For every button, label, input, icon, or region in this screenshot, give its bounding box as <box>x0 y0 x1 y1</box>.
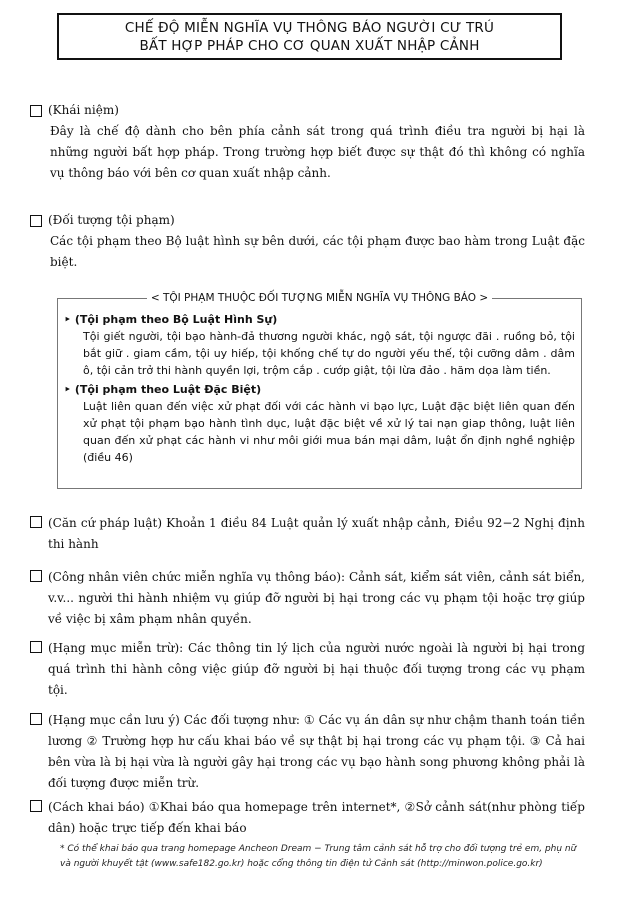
checkbox-icon <box>30 215 42 227</box>
special-law-heading: ‣ (Tội phạm theo Luật Đặc Biệt) <box>64 383 262 396</box>
target-heading: (Đối tượng tội phạm) <box>48 213 175 227</box>
title-line-1: CHẾ ĐỘ MIỄN NGHĨA VỤ THÔNG BÁO NGƯỜI CƯ TRÚ <box>124 20 495 36</box>
criminal-code-body: Tội giết người, tội bạo hành-đả thương người khác, ngộ sát, tội ngược đãi . ruồng bỏ, tội bắt giữ . giam cầm, tội uy hiếp, tội khống chế tự do người yếu thế, tội cưỡng dâm . dâm ô, tội cản trở thi hành quyền lợi, trộm cắp . cướp giật, tội lừa đảo . hăm dọa làm tiền. <box>83 330 575 377</box>
section-officials <box>30 567 585 630</box>
checkbox-icon <box>30 713 42 725</box>
section-caution <box>30 710 585 794</box>
concept-heading: (Khái niệm) <box>48 103 119 117</box>
criminal-code-heading: ‣ (Tội phạm theo Bộ Luật Hình Sự) <box>64 313 278 326</box>
section-legal-basis <box>30 513 585 555</box>
reporting-text: (Cách khai báo) ①Khai báo qua homepage trên internet*, ②Sở cảnh sát(như phòng tiếp dân) hoặc trực tiếp đến khai báo <box>48 800 585 835</box>
crime-box-title: < TỘI PHẠM THUỘC ĐỐI TƯỢNG MIỄN NGHĨA VỤ THÔNG BÁO > <box>147 292 492 304</box>
checkbox-icon <box>30 516 42 528</box>
document-title <box>57 13 562 60</box>
section-target <box>30 210 585 273</box>
target-body: Các tội phạm theo Bộ luật hình sự bên dưới, các tội phạm được bao hàm trong Luật đặc biệt. <box>50 234 585 269</box>
exempt-items-text: (Hạng mục miễn trừ): Các thông tin lý lịch của người nước ngoài là người bị hại trong quá trình thi hành công việc giúp đỡ người bị hại thuộc đối tượng trong các vụ phạm tội. <box>48 641 585 697</box>
checkbox-icon <box>30 105 42 117</box>
special-law-body: Luật liên quan đến việc xử phạt đối với các hành vi bạo lực, Luật đặc biệt liên quan đến xử phạt tội phạm bạo hành tình dục, luật đặc biệt về xử lý tai nạn giap thông, luật liên quan đến xử phạt các hành vi như môi giới mua bán mại dâm, luật ổn định nghề nghiệp (điều 46) <box>83 400 575 464</box>
legal-basis-text: (Căn cứ pháp luật) Khoản 1 điều 84 Luật quản lý xuất nhập cảnh, Điều 92−2 Nghị định thi hành <box>48 516 585 551</box>
concept-body: Đây là chế độ dành cho bên phía cảnh sát trong quá trình điều tra người bị hại là những người bất hợp pháp. Trong trường hợp biết được sự thật đó thì không có nghĩa vụ thông báo với bên cơ quan xuất nhập cảnh. <box>50 124 585 180</box>
caution-text: (Hạng mục cần lưu ý) Các đối tượng như: ① Các vụ án dân sự như chậm thanh toán tiền lương ② Trường hợp hư cấu khai báo về sự thật bị hại trong các vụ phạm tội. ③ Cả hai bên vừa là bị hại vừa là người gây hại trong các vụ bạo hành song phương không phải là đối tượng được miễn trừ. <box>48 713 585 790</box>
section-exempt-items <box>30 638 585 701</box>
section-reporting <box>30 797 585 839</box>
checkbox-icon <box>30 570 42 582</box>
reporting-footnote: * Có thể khai báo qua trang homepage Ancheon Dream − Trung tâm cảnh sát hỗ trợ cho đối tượng trẻ em, phụ nữ và người khuyết tật (www.safe182.go.kr) hoặc cổng thông tin điện tử Cảnh sát (http://minwon.police.go.kr) <box>60 844 577 869</box>
crime-list-box <box>57 292 582 489</box>
checkbox-icon <box>30 800 42 812</box>
section-concept <box>30 100 585 184</box>
officials-text: (Công nhân viên chức miễn nghĩa vụ thông báo): Cảnh sát, kiểm sát viên, cảnh sát biển, v.v... người thi hành nhiệm vụ giúp đỡ người bị hại trong các vụ phạm tội hoặc trợ giúp về việc bị xâm phạm nhân quyền. <box>48 570 585 626</box>
checkbox-icon <box>30 641 42 653</box>
title-line-2: BẤT HỢP PHÁP CHO CƠ QUAN XUẤT NHẬP CẢNH <box>139 38 480 54</box>
